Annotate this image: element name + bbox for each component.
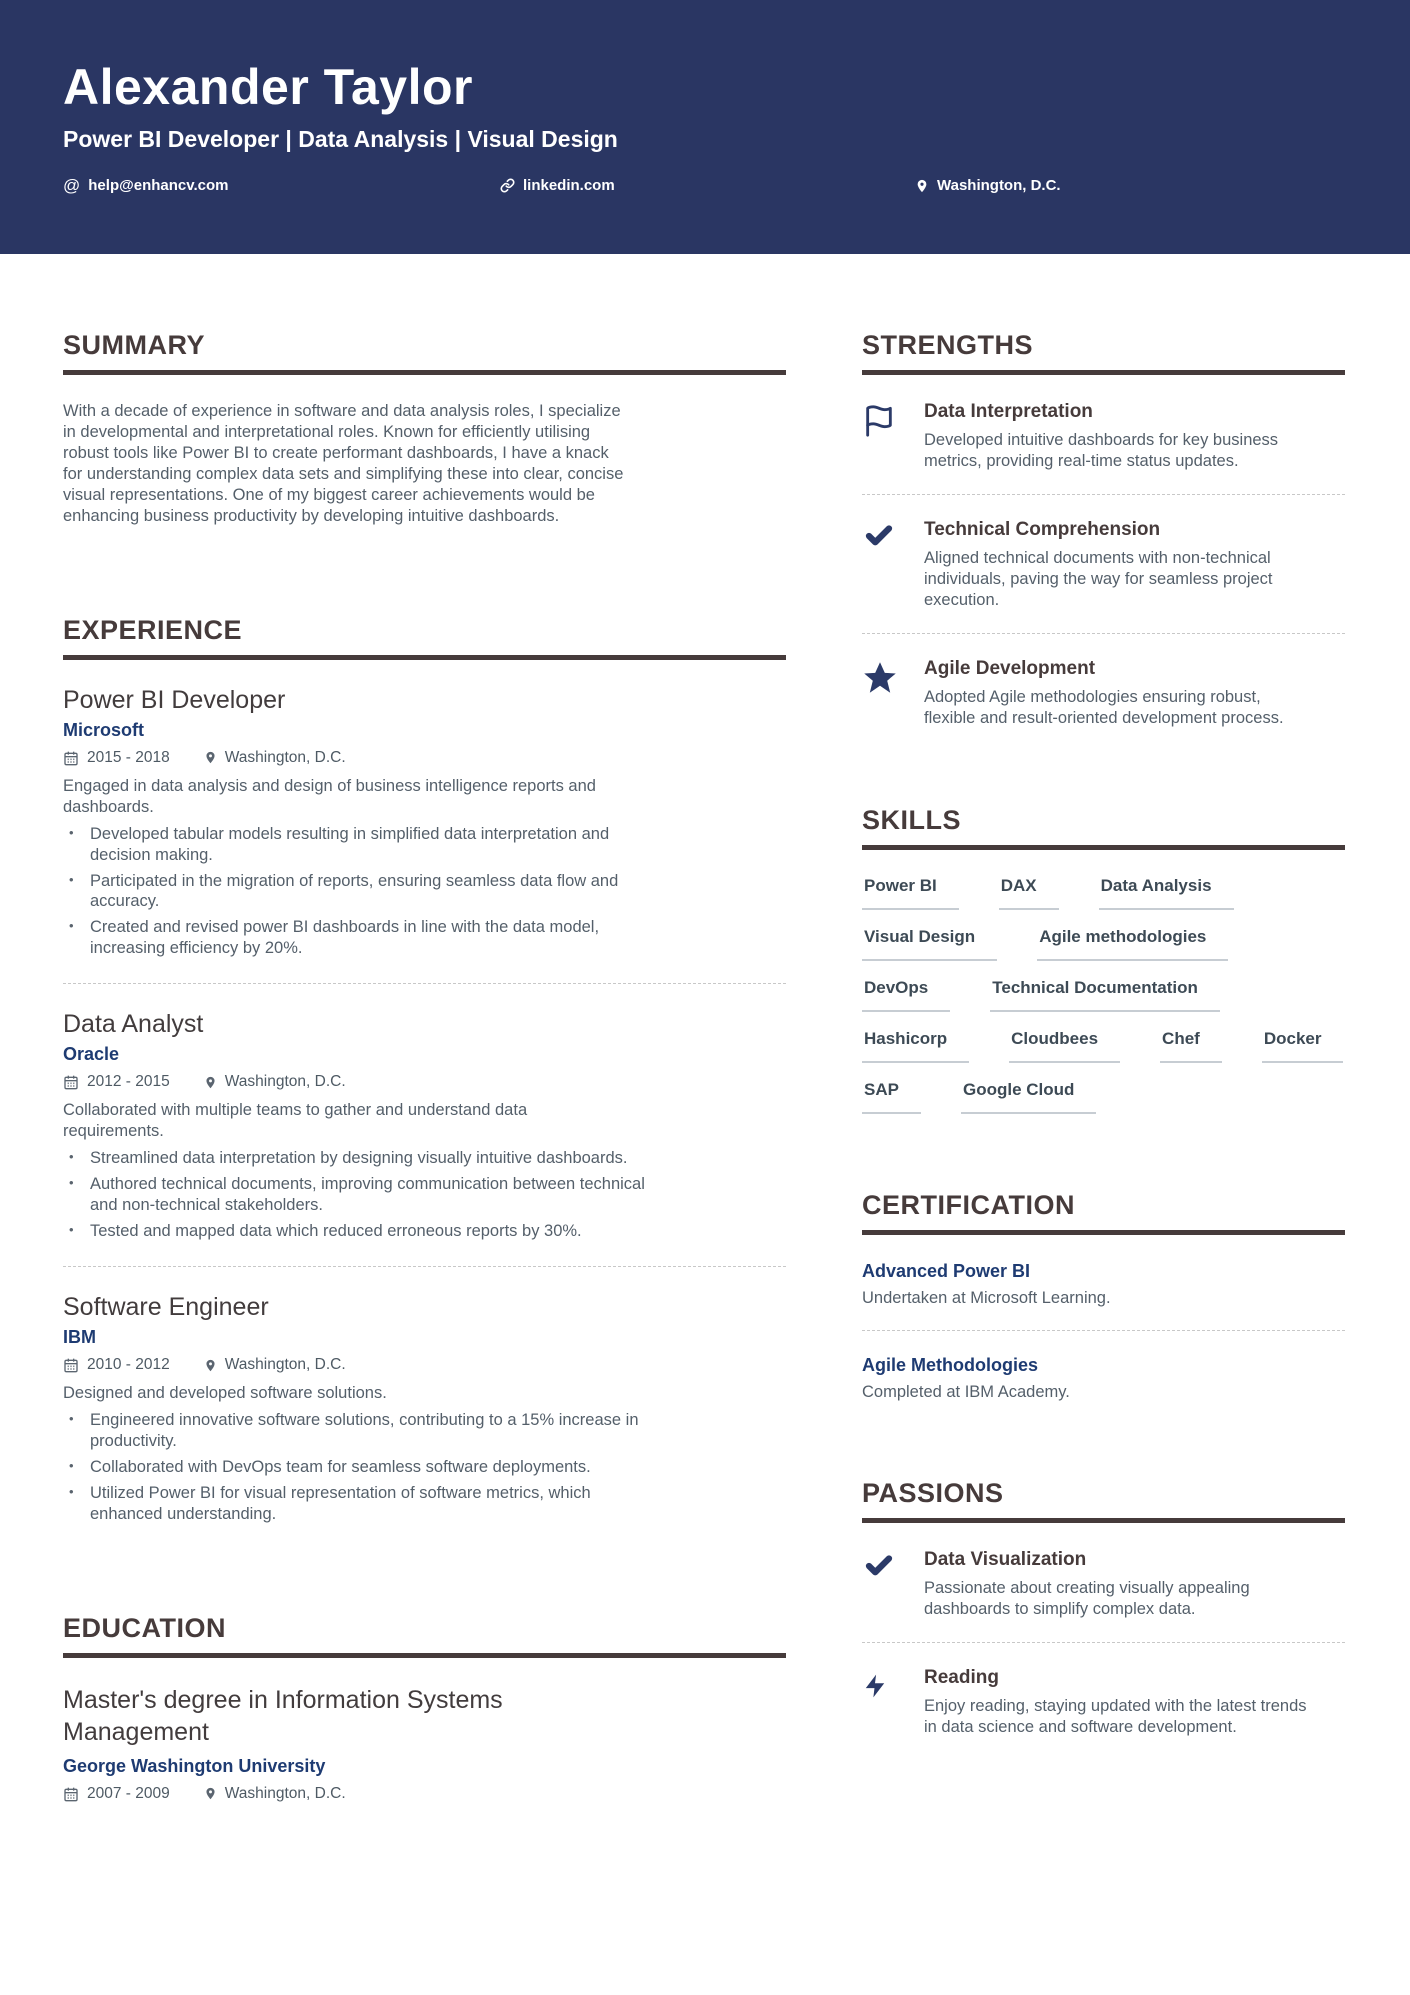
experience-heading: EXPERIENCE (63, 615, 786, 660)
divider (862, 1642, 1345, 1643)
calendar-icon (63, 1786, 79, 1802)
strengths-heading: STRENGTHS (862, 330, 1345, 375)
strength-text: Developed intuitive dashboards for key business metrics, providing real-time status updates. (924, 431, 1279, 470)
education-dates: 2007 - 2009 (87, 1784, 170, 1802)
experience-section (63, 615, 786, 1525)
email-text: help@enhancv.com (88, 177, 229, 194)
job-bullet: • Streamlined data interpretation by designing visually intuitive dashboards. (63, 1148, 653, 1169)
job-bullets (63, 824, 663, 960)
job-summary: Designed and developed software solutions. (63, 1384, 387, 1403)
skill-tag: Technical Documentation (990, 978, 1220, 1012)
education-heading: EDUCATION (63, 1613, 786, 1658)
skill-row (862, 876, 1345, 910)
school-name: George Washington University (63, 1755, 326, 1776)
job-title: Data Analyst (63, 1010, 204, 1039)
skill-tag: Hashicorp (862, 1029, 969, 1063)
skill-tag: Visual Design (862, 927, 997, 961)
job-location: Washington, D.C. (224, 1356, 346, 1374)
strength-item (862, 401, 1345, 472)
certification-item (862, 1261, 1345, 1308)
divider (63, 983, 786, 984)
star-icon (862, 658, 900, 729)
passions-section (862, 1478, 1345, 1738)
passion-item (862, 1549, 1345, 1620)
email-icon: @ (63, 176, 81, 195)
flag-icon (862, 401, 900, 472)
calendar-icon (63, 1357, 79, 1373)
skill-row (862, 978, 1345, 1012)
skill-tag: Agile methodologies (1037, 927, 1228, 961)
skill-row (862, 1029, 1345, 1063)
email-link[interactable] (63, 177, 500, 194)
skill-tag: SAP (862, 1080, 921, 1114)
skill-tag: Power BI (862, 876, 959, 910)
skills-heading: SKILLS (862, 805, 1345, 850)
divider (862, 1330, 1345, 1331)
job-entry (63, 1293, 786, 1525)
job-bullet: • Tested and mapped data which reduced erroneous reports by 30%. (63, 1221, 653, 1242)
strength-title: Data Interpretation (924, 401, 1093, 422)
passion-title: Data Visualization (924, 1548, 1087, 1570)
divider (862, 633, 1345, 634)
divider (63, 1266, 786, 1267)
passion-title: Reading (924, 1666, 999, 1688)
calendar-icon (63, 750, 79, 766)
bolt-icon (862, 1667, 900, 1738)
certification-title: Agile Methodologies (862, 1354, 1039, 1375)
passion-text: Passionate about creating visually appealing dashboards to simplify complex data. (924, 1578, 1250, 1618)
strength-item (862, 519, 1345, 611)
strength-body (924, 658, 1316, 729)
passion-body (924, 1667, 1316, 1738)
job-dates: 2015 - 2018 (87, 748, 170, 766)
education-meta (63, 1785, 786, 1803)
location-item (915, 177, 1061, 194)
job-company: IBM (63, 1327, 96, 1348)
skill-tag: DAX (999, 876, 1059, 910)
passion-body (924, 1549, 1316, 1620)
skill-tag: Docker (1262, 1029, 1344, 1063)
location-pin-icon (204, 1786, 217, 1801)
job-company: Oracle (63, 1044, 120, 1065)
header (0, 0, 1410, 254)
job-bullet: • Authored technical documents, improving communication between technical and non-technical stakeholders. (63, 1174, 653, 1216)
skill-tag: DevOps (862, 978, 950, 1012)
left-column (63, 330, 786, 1891)
strength-text: Aligned technical documents with non-technical individuals, paving the way for seamless project execution. (924, 548, 1273, 609)
certification-title: Advanced Power BI (862, 1260, 1031, 1281)
strength-title: Agile Development (924, 657, 1096, 679)
passion-item (862, 1667, 1345, 1738)
skills-section (862, 805, 1345, 1114)
certification-section (862, 1190, 1345, 1402)
job-bullet: • Developed tabular models resulting in simplified data interpretation and decision making. (63, 824, 653, 866)
job-dates: 2010 - 2012 (87, 1356, 170, 1374)
calendar-icon (63, 1074, 79, 1090)
job-entry (63, 1010, 786, 1242)
education-section (63, 1613, 786, 1803)
job-bullet: • Participated in the migration of reports, ensuring seamless data flow and accuracy. (63, 871, 653, 913)
skill-tag: Google Cloud (961, 1080, 1096, 1114)
skill-tag: Chef (1160, 1029, 1222, 1063)
linkedin-link[interactable] (500, 177, 915, 194)
job-bullet: • Collaborated with DevOps team for seamless software deployments. (63, 1457, 653, 1478)
job-summary: Engaged in data analysis and design of business intelligence reports and dashboards. (63, 776, 596, 816)
job-bullet: • Engineered innovative software solutions, contributing to a 15% increase in productivity. (63, 1410, 653, 1452)
skill-row (862, 927, 1345, 961)
linkedin-text: linkedin.com (523, 177, 615, 194)
certification-text: Completed at IBM Academy. (862, 1382, 1070, 1401)
location-pin-icon (204, 1358, 217, 1373)
job-bullets (63, 1410, 663, 1525)
skill-tag: Data Analysis (1099, 876, 1234, 910)
link-icon (500, 178, 515, 193)
location-text: Washington, D.C. (937, 177, 1061, 194)
right-column (862, 330, 1345, 1891)
strength-body (924, 519, 1316, 611)
summary-text: With a decade of experience in software and data analysis roles, I specialize in developmental and interpretational roles. Known for efficiently utilising robust tools like Power BI to create performant dashboards, I have a knack for understanding complex data sets and simplifying these into clear, concise visual representations. One of my biggest career achievements would be enhancing business productivity by developing intuitive dashboards. (63, 402, 624, 525)
location-pin-icon (204, 750, 217, 765)
summary-section (63, 330, 786, 527)
strengths-section (862, 330, 1345, 729)
certification-item (862, 1355, 1345, 1402)
strength-body (924, 401, 1316, 472)
location-pin-icon (204, 1075, 217, 1090)
job-company: Microsoft (63, 719, 144, 740)
passions-heading: PASSIONS (862, 1478, 1345, 1523)
job-title: Power BI Developer (63, 685, 286, 714)
job-entry (63, 686, 786, 960)
check-icon (862, 1549, 900, 1620)
person-headline: Power BI Developer | Data Analysis | Visual Design (63, 126, 618, 152)
strength-item (862, 658, 1345, 729)
contact-row (63, 177, 1345, 194)
strength-title: Technical Comprehension (924, 518, 1161, 540)
job-bullet: • Utilized Power BI for visual representation of software metrics, which enhanced understanding. (63, 1483, 653, 1525)
job-title: Software Engineer (63, 1293, 269, 1322)
education-location: Washington, D.C. (224, 1784, 346, 1802)
job-dates: 2012 - 2015 (87, 1073, 170, 1091)
skill-tag: Cloudbees (1009, 1029, 1120, 1063)
job-meta (63, 1356, 786, 1374)
content-columns (0, 254, 1410, 1891)
location-pin-icon (915, 178, 929, 194)
certification-text: Undertaken at Microsoft Learning. (862, 1288, 1111, 1307)
summary-heading: SUMMARY (63, 330, 786, 375)
job-bullets (63, 1148, 663, 1242)
degree-title: Master's degree in Information Systems Management (63, 1685, 503, 1747)
job-meta (63, 1073, 786, 1091)
passion-text: Enjoy reading, staying updated with the latest trends in data science and software development. (924, 1696, 1307, 1736)
check-icon (862, 519, 900, 611)
divider (862, 494, 1345, 495)
job-bullet: • Created and revised power BI dashboards in line with the data model, increasing efficiency by 20%. (63, 917, 653, 959)
job-location: Washington, D.C. (224, 748, 346, 766)
person-name: Alexander Taylor (63, 59, 474, 115)
certification-heading: CERTIFICATION (862, 1190, 1345, 1235)
job-summary: Collaborated with multiple teams to gather and understand data requirements. (63, 1101, 528, 1141)
job-meta (63, 749, 786, 767)
job-location: Washington, D.C. (224, 1073, 346, 1091)
strength-text: Adopted Agile methodologies ensuring robust, flexible and result-oriented development process. (924, 687, 1284, 727)
skill-row (862, 1080, 1345, 1114)
